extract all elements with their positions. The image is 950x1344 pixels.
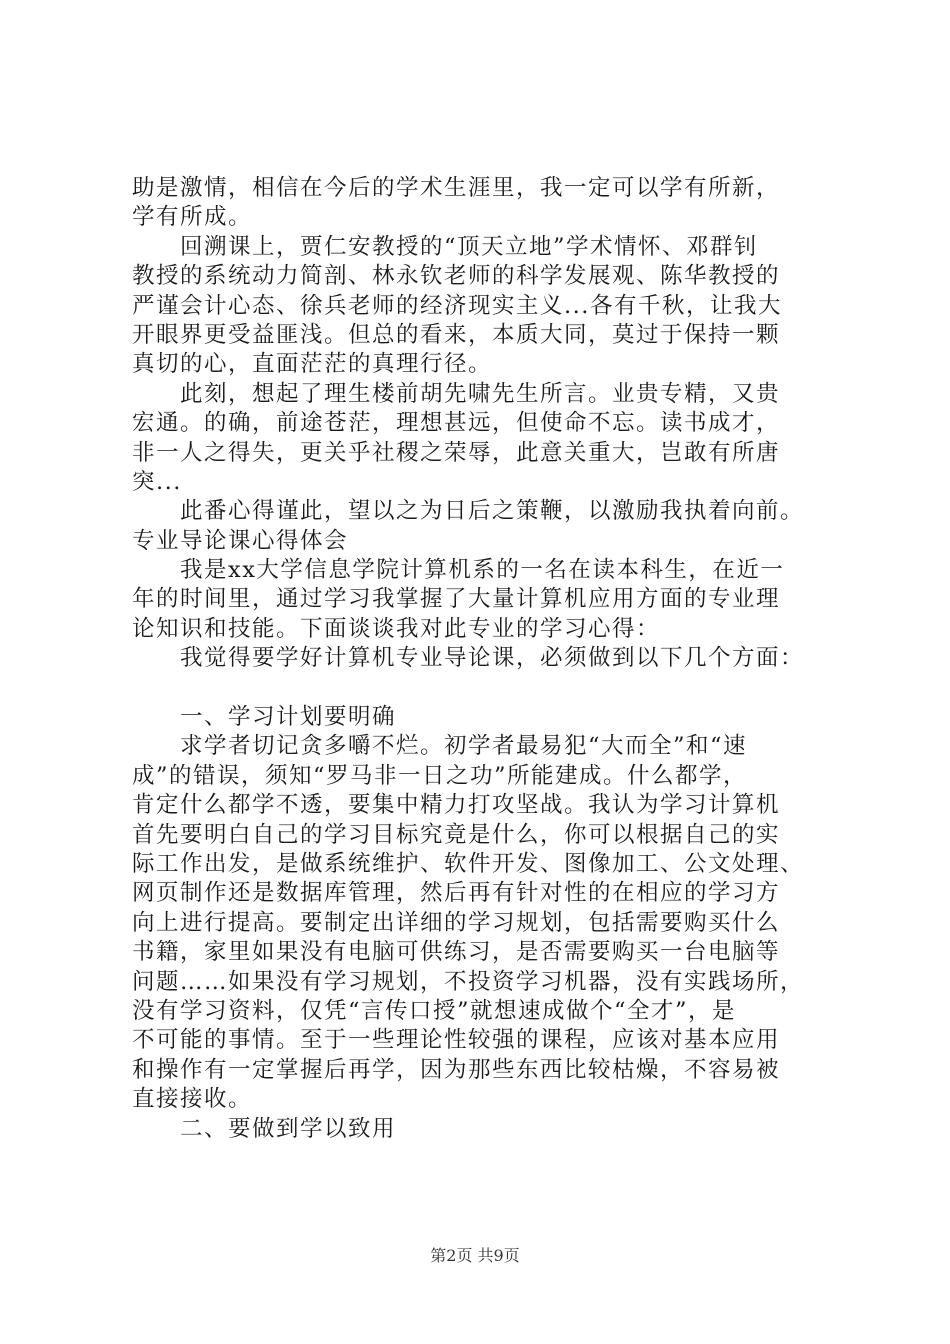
text-line: 书籍，家里如果没有电脑可供练习，是否需要购买一台电脑等 [132,939,781,966]
text-line: 网页制作还是数据库管理，然后再有针对性的在相应的学习方 [132,880,781,907]
text-line: 没有学习资料，仅凭“言传口授”就想速成做个“全才”，是 [132,997,737,1024]
text-line: 专业导论课心得体会 [132,527,349,554]
text-line: 宏通。的确，前途苍茫，理想甚远，但使命不忘。读书成才， [132,410,781,437]
text-line: 肯定什么都学不透，要集中精力打攻坚战。我认为学习计算机 [132,792,781,819]
text-line: 际工作出发，是做系统维护、软件开发、图像加工、公文处理、 [132,850,805,877]
text-line: 开眼界更受益匪浅。但总的看来，本质大同，莫过于保持一颗 [132,321,781,348]
text-line: 论知识和技能。下面谈谈我对此专业的学习心得： [132,615,661,642]
text-line: 向上进行提高。要制定出详细的学习规划，包括需要购买什么 [132,909,781,936]
text-line: 学有所成。 [132,204,253,231]
text-line: 突... [132,468,182,495]
text-line: 直接接收。 [132,1086,253,1113]
text-line: 非一人之得失，更关乎社稷之荣辱，此意关重大，岂敢有所唐 [132,439,781,466]
text-line: 教授的系统动力简剖、林永钦老师的科学发展观、陈华教授的 [132,263,781,290]
blank-line [132,674,832,703]
text-line: 此番心得谨此，望以之为日后之策鞭，以激励我执着向前。 [132,498,805,525]
text-line: 首先要明白自己的学习目标究竟是什么，你可以根据自己的实 [132,821,781,848]
document-body [132,174,832,1144]
text-line: 真切的心，直面茫茫的真理行径。 [132,351,493,378]
text-line: 回溯课上，贾仁安教授的“顶天立地”学术情怀、邓群钊 [132,233,759,260]
text-line: 严谨会计心态、徐兵老师的经济现实主义...各有千秋，让我大 [132,292,782,319]
text-line: 一、学习计划要明确 [132,704,397,731]
text-line: 年的时间里，通过学习我掌握了大量计算机应用方面的专业理 [132,586,781,613]
text-line: 成”的错误，须知“罗马非一日之功”所能建成。什么都学， [132,762,748,789]
text-line: 和操作有一定掌握后再学，因为那些东西比较枯燥，不容易被 [132,1056,781,1083]
text-line: 不可能的事情。至于一些理论性较强的课程，应该对基本应用 [132,1027,781,1054]
text-line: 我觉得要学好计算机专业导论课，必须做到以下几个方面： [132,645,805,672]
text-line: 此刻，想起了理生楼前胡先啸先生所言。业贵专精，又贵 [132,380,781,407]
text-line: 求学者切记贪多嚼不烂。初学者最易犯“大而全”和“速 [132,733,748,760]
page-footer: 第2页 共9页 [430,1246,520,1265]
text-line: 二、要做到学以致用 [132,1115,397,1142]
text-line: 助是激情，相信在今后的学术生涯里，我一定可以学有所新， [132,175,781,201]
text-line: 问题……如果没有学习规划，不投资学习机器，没有实践场所， [132,968,805,995]
text-line: 我是xx大学信息学院计算机系的一名在读本科生，在近一 [132,557,785,584]
